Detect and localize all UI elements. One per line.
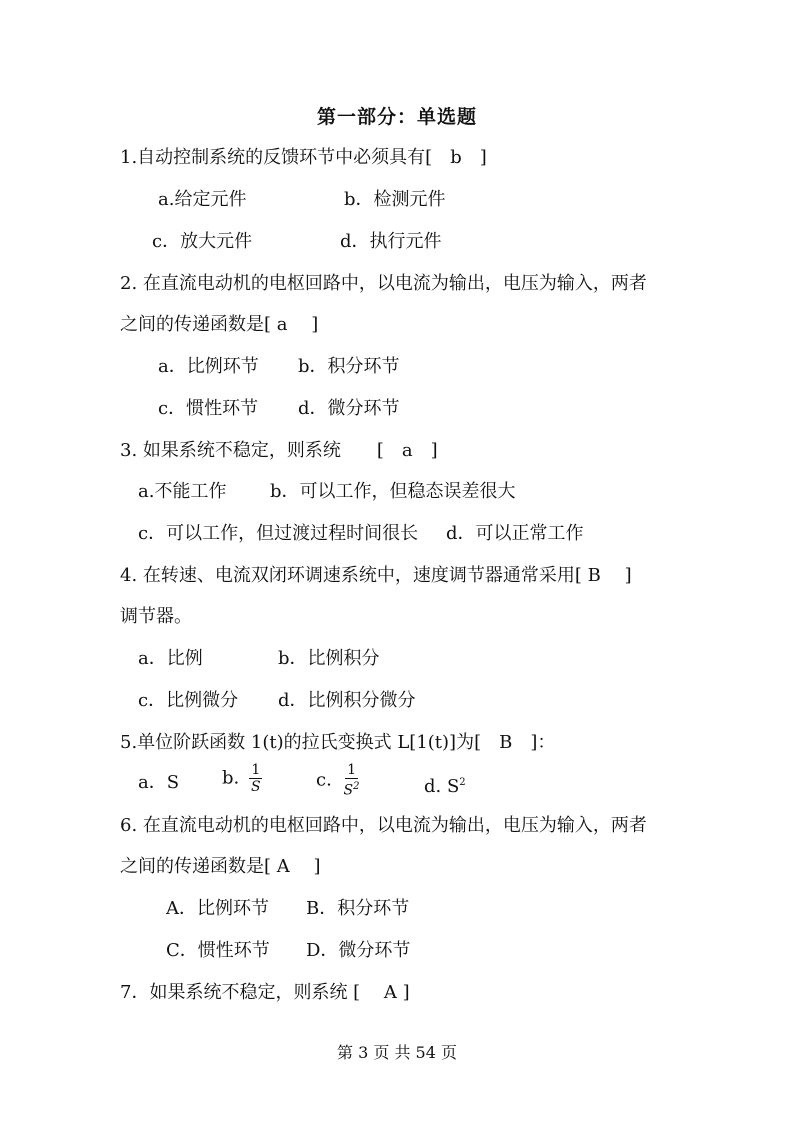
section-title: 第一部分：单选题: [316, 106, 477, 128]
question-7-stem: 7．如果系统不稳定，则系统 [ A ]: [120, 982, 410, 1003]
question-5-stem: 5.单位阶跃函数 1(t)的拉氏变换式 L[1(t)]为[ B ]：: [120, 732, 556, 753]
question-6-option-b: B．积分环节: [306, 898, 410, 919]
fraction-numerator: 1: [251, 762, 261, 778]
question-5-option-a: a．S: [138, 772, 180, 793]
question-5-option-b: [222, 762, 263, 795]
question-1-option-a: a.给定元件: [158, 189, 247, 210]
question-4-option-c: c．比例微分: [138, 690, 239, 711]
question-5-option-d: [424, 771, 466, 799]
question-2-option-d: d．微分环节: [298, 398, 400, 419]
question-2-option-c: c．惯性环节: [158, 398, 259, 419]
question-6-option-a: A．比例环节: [166, 898, 269, 919]
question-5-option-d-label: d. S: [424, 776, 460, 797]
fraction-denominator: S: [250, 779, 261, 795]
question-1-option-d: d．执行元件: [340, 231, 442, 252]
fraction-one-over-s-squared: [342, 762, 362, 799]
question-4-option-d: d．比例积分微分: [278, 690, 416, 711]
question-2-stem-line-2: 之间的传递函数是[ a ]: [120, 314, 319, 335]
question-5-option-c-label: c.: [316, 769, 332, 791]
question-3-stem: 3. 如果系统不稳定，则系统 [ a ]: [120, 440, 438, 461]
question-3-option-b: b．可以工作，但稳态误差很大: [270, 481, 516, 502]
question-4-option-b: b．比例积分: [278, 648, 380, 669]
question-6-stem-line-2: 之间的传递函数是[ A ]: [120, 856, 321, 877]
fraction-one-over-s: [249, 762, 263, 795]
question-2-option-a: a．比例环节: [158, 356, 259, 377]
exponent: 2: [459, 777, 466, 788]
question-6-option-d: D．微分环节: [306, 940, 411, 961]
question-3-option-a: a.不能工作: [138, 481, 227, 502]
question-2-option-b: b．积分环节: [298, 356, 400, 377]
page-footer: 第 3 页 共 54 页: [337, 1043, 457, 1062]
question-1-option-c: c．放大元件: [152, 231, 253, 252]
question-4-stem-line-2: 调节器。: [120, 606, 192, 627]
question-2-stem-line-1: 2. 在直流电动机的电枢回路中，以电流为输出，电压为输入，两者: [120, 273, 647, 294]
question-5-option-c: [316, 762, 362, 799]
question-1-stem: 1.自动控制系统的反馈环节中必须具有[ b ]: [120, 147, 487, 168]
question-3-option-c: c．可以工作，但过渡过程时间很长: [138, 523, 419, 544]
fraction-numerator: 1: [347, 762, 356, 778]
question-3-option-d: d．可以正常工作: [446, 523, 584, 544]
question-1-option-b: b．检测元件: [344, 189, 446, 210]
question-6-stem-line-1: 6. 在直流电动机的电枢回路中，以电流为输出，电压为输入，两者: [120, 815, 647, 836]
question-5-option-b-label: b.: [222, 767, 240, 789]
fraction-denominator: $S^2$: [343, 781, 360, 799]
question-6-option-c: C．惯性环节: [166, 940, 270, 961]
question-4-stem-line-1: 4. 在转速、电流双闭环调速系统中，速度调节器通常采用[ B ]: [120, 565, 632, 586]
question-4-option-a: a．比例: [138, 648, 203, 669]
